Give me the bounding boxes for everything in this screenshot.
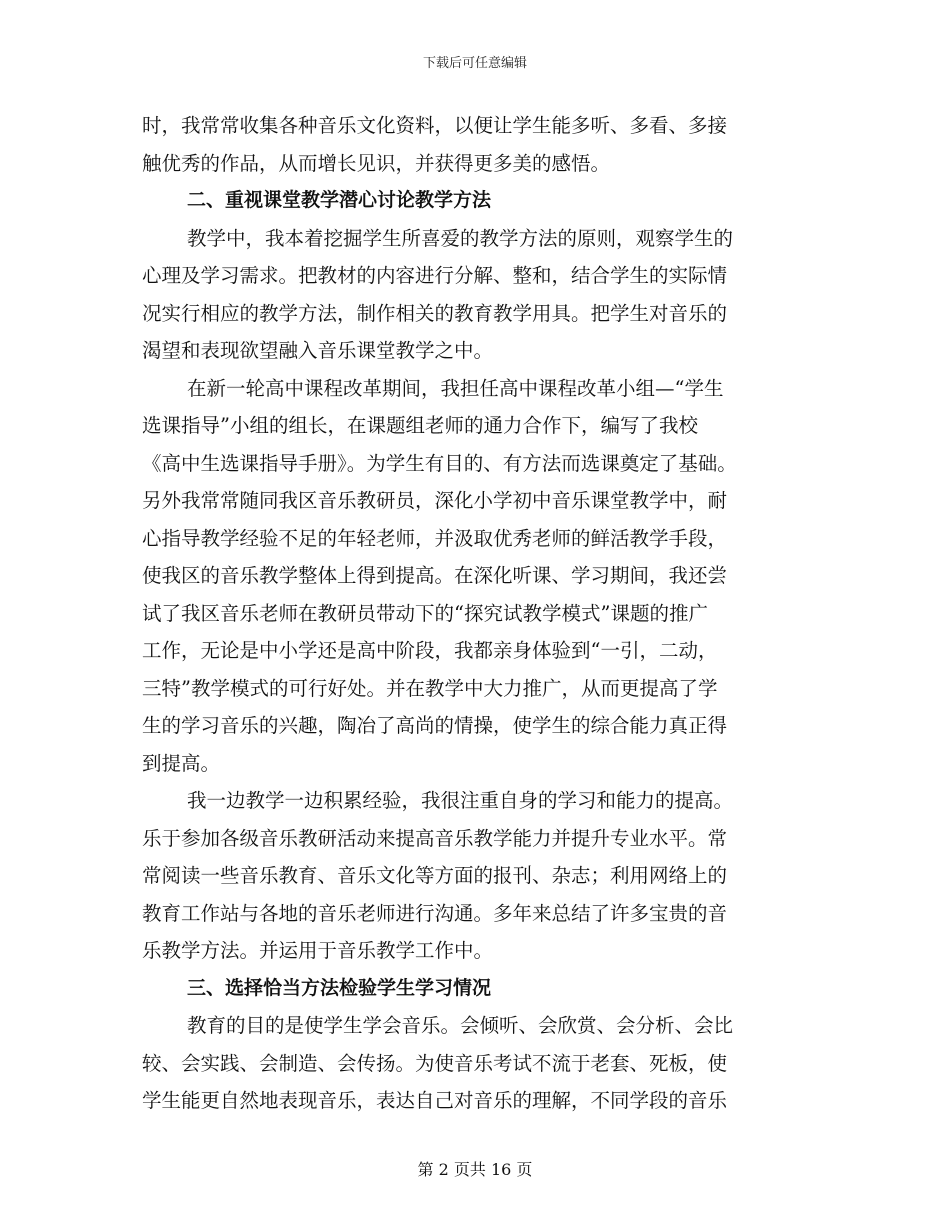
paragraph-line: 心指导教学经验不足的年轻老师，并汲取优秀老师的鲜活教学手段， <box>142 526 728 550</box>
paragraph-line: 较、会实践、会制造、会传扬。为使音乐考试不流于老套、死板，使 <box>142 1051 728 1075</box>
section-heading: 三、选择恰当方法检验学生学习情况 <box>187 976 492 999</box>
paragraph-line: 常阅读一些音乐教育、音乐文化等方面的报刊、杂志；利用网络上的 <box>142 864 728 887</box>
paragraph-line: 三特”教学模式的可行好处。并在教学中大力推广，从而更提高了学 <box>142 676 718 700</box>
paragraph-line: 教育工作站与各地的音乐老师进行沟通。多年来总结了许多宝贵的音 <box>142 901 728 925</box>
paragraph-line: 使我区的音乐教学整体上得到提高。在深化听课、学习期间，我还尝 <box>142 564 728 587</box>
paragraph-line: 教育的目的是使学生学会音乐。会倾听、会欣赏、会分析、会比 <box>187 1014 734 1037</box>
paragraph-line: 工作，无论是中小学还是高中阶段，我都亲身体验到“一引，二动， <box>142 639 718 662</box>
paragraph-line: 另外我常常随同我区音乐教研员，深化小学初中音乐课堂教学中，耐 <box>142 489 728 512</box>
paragraph-line: 况实行相应的教学方法，制作相关的教育教学用具。把学生对音乐的 <box>142 301 728 325</box>
section-heading: 二、重视课堂教学潜心讨论教学方法 <box>187 189 492 211</box>
paragraph-line: 心理及学习需求。把教材的内容进行分解、整和，结合学生的实际情 <box>142 264 728 287</box>
paragraph-line: 渴望和表现欲望融入音乐课堂教学之中。 <box>142 339 494 362</box>
paragraph-line: 在新一轮高中课程改革期间，我担任高中课程改革小组—“学生 <box>187 376 724 400</box>
paragraph-line: 教学中，我本着挖掘学生所喜爱的教学方法的原则，观察学生的 <box>187 226 734 250</box>
page-number-footer: 第 2 页共 16 页 <box>417 1160 533 1179</box>
paragraph-line: 生的学习音乐的兴趣，陶冶了高尚的情操，使学生的综合能力真正得 <box>142 714 728 737</box>
paragraph-line: 选课指导”小组的组长，在课题组老师的通力合作下，编写了我校 <box>142 414 698 437</box>
paragraph-line: 乐教学方法。并运用于音乐教学工作中。 <box>142 939 494 962</box>
paragraph-line: 《高中生选课指导手册》。为学生有目的、有方法而选课奠定了基础。 <box>142 451 737 475</box>
page-header: 下载后可任意编辑 <box>422 56 527 71</box>
paragraph-line: 到提高。 <box>142 751 221 775</box>
paragraph-line: 时，我常常收集各种音乐文化资料，以便让学生能多听、多看、多接 <box>142 114 728 137</box>
document-body <box>142 107 812 1120</box>
paragraph-line: 触优秀的作品，从而增长见识，并获得更多美的感悟。 <box>142 151 611 175</box>
paragraph-line: 学生能更自然地表现音乐，表达自己对音乐的理解，不同学段的音乐 <box>142 1089 728 1112</box>
paragraph-line: 我一边教学一边积累经验，我很注重自身的学习和能力的提高。 <box>187 789 734 812</box>
paragraph-line: 试了我区音乐老师在教研员带动下的“探究试教学模式”课题的推广 <box>142 601 708 625</box>
paragraph-line: 乐于参加各级音乐教研活动来提高音乐教学能力并提升专业水平。常 <box>142 826 728 850</box>
